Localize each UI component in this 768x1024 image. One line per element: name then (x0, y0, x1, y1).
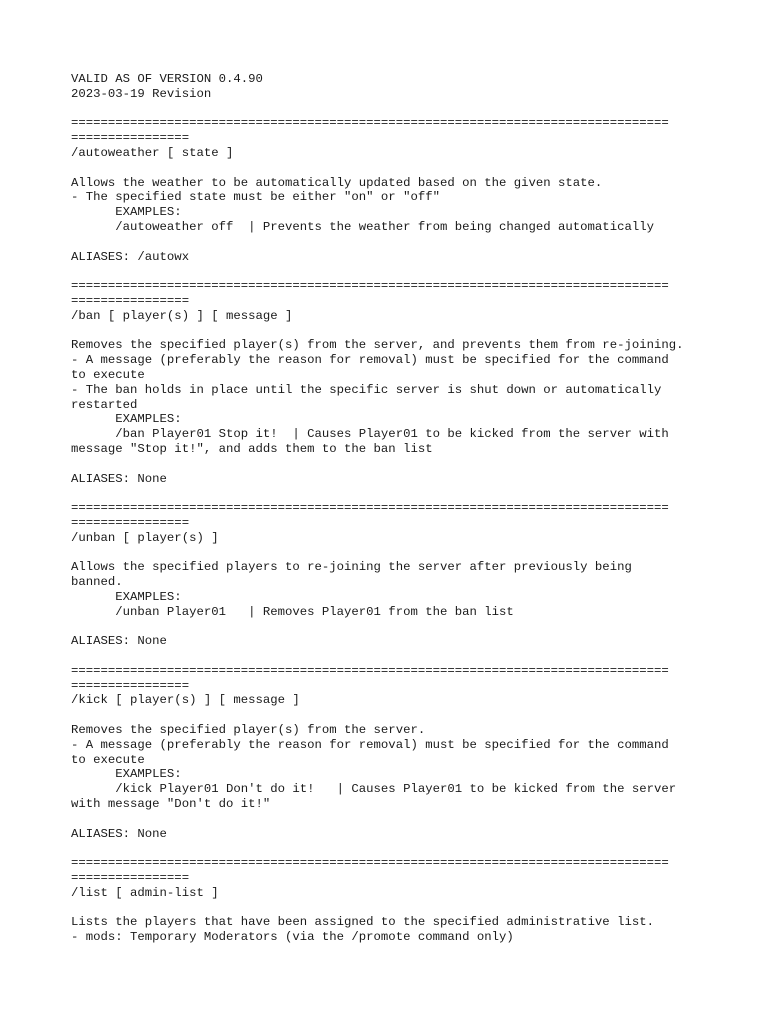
blank-line (71, 235, 711, 250)
blank-line (71, 546, 711, 561)
document-body (71, 72, 711, 945)
description-line: banned. (71, 575, 123, 590)
command-signature: /ban [ player(s) ] [ message ] (71, 308, 293, 323)
separator-line: ================================================================================= (71, 279, 669, 294)
aliases-line: ALIASES: None (71, 634, 167, 649)
examples-label: EXAMPLES: (71, 205, 182, 220)
aliases-line: ALIASES: None (71, 471, 167, 486)
separator-line: ================================================================================= (71, 856, 669, 871)
separator-line: ================ (71, 131, 190, 146)
description-line: - A message (preferably the reason for removal) must be specified for the command (71, 737, 669, 752)
command-section-unban (71, 501, 711, 664)
blank-line (71, 264, 711, 279)
description-line: - The ban holds in place until the specific server is shut down or automatically (71, 382, 662, 397)
blank-line (71, 102, 711, 117)
description-line: - The specified state must be either "on" or "off" (71, 190, 440, 205)
examples-label: EXAMPLES: (71, 767, 182, 782)
separator-line: ================================================================================= (71, 501, 669, 516)
command-signature: /kick [ player(s) ] [ message ] (71, 693, 300, 708)
separator-line: ================ (71, 678, 190, 693)
blank-line (71, 901, 711, 916)
blank-line (71, 649, 711, 664)
blank-line (71, 841, 711, 856)
separator-line: ================ (71, 293, 190, 308)
command-signature: /unban [ player(s) ] (71, 530, 219, 545)
blank-line (71, 708, 711, 723)
blank-line (71, 457, 711, 472)
description-line: - A message (preferably the reason for removal) must be specified for the command (71, 353, 669, 368)
description-line: Allows the weather to be automatically updated based on the given state. (71, 175, 603, 190)
example-line: /autoweather off | Prevents the weather from being changed automatically (71, 219, 654, 234)
description-line: to execute (71, 752, 145, 767)
description-line: Lists the players that have been assigned to the specified administrative list. (71, 915, 654, 930)
command-section-autoweather (71, 116, 711, 279)
command-signature: /autoweather [ state ] (71, 145, 234, 160)
command-section-list (71, 856, 711, 945)
example-line: /ban Player01 Stop it! | Causes Player01 to be kicked from the server with (71, 427, 669, 442)
aliases-line: ALIASES: None (71, 826, 167, 841)
blank-line (71, 161, 711, 176)
command-signature: /list [ admin-list ] (71, 885, 219, 900)
examples-label: EXAMPLES: (71, 589, 182, 604)
example-line: with message "Don't do it!" (71, 797, 271, 812)
example-line: /kick Player01 Don't do it! | Causes Player01 to be kicked from the server (71, 782, 677, 797)
separator-line: ================================================================================= (71, 663, 669, 678)
description-line: Removes the specified player(s) from the server. (71, 723, 426, 738)
blank-line (71, 619, 711, 634)
description-line: to execute (71, 367, 145, 382)
aliases-line: ALIASES: /autowx (71, 249, 190, 264)
example-line: /unban Player01 | Removes Player01 from the ban list (71, 604, 514, 619)
description-line: - mods: Temporary Moderators (via the /promote command only) (71, 930, 514, 945)
example-line: message "Stop it!", and adds them to the ban list (71, 441, 433, 456)
description-line: Allows the specified players to re-joining the server after previously being (71, 560, 632, 575)
blank-line (71, 812, 711, 827)
blank-line (71, 486, 711, 501)
separator-line: ================================================================================= (71, 116, 669, 131)
revision-line: 2023-03-19 Revision (71, 86, 212, 101)
description-line: Removes the specified player(s) from the server, and prevents them from re-joining. (71, 338, 684, 353)
separator-line: ================ (71, 515, 190, 530)
description-line: restarted (71, 397, 138, 412)
command-section-ban (71, 279, 711, 501)
separator-line: ================ (71, 871, 190, 886)
command-section-kick (71, 664, 711, 856)
blank-line (71, 324, 711, 339)
examples-label: EXAMPLES: (71, 412, 182, 427)
version-line: VALID AS OF VERSION 0.4.90 (71, 72, 263, 86)
